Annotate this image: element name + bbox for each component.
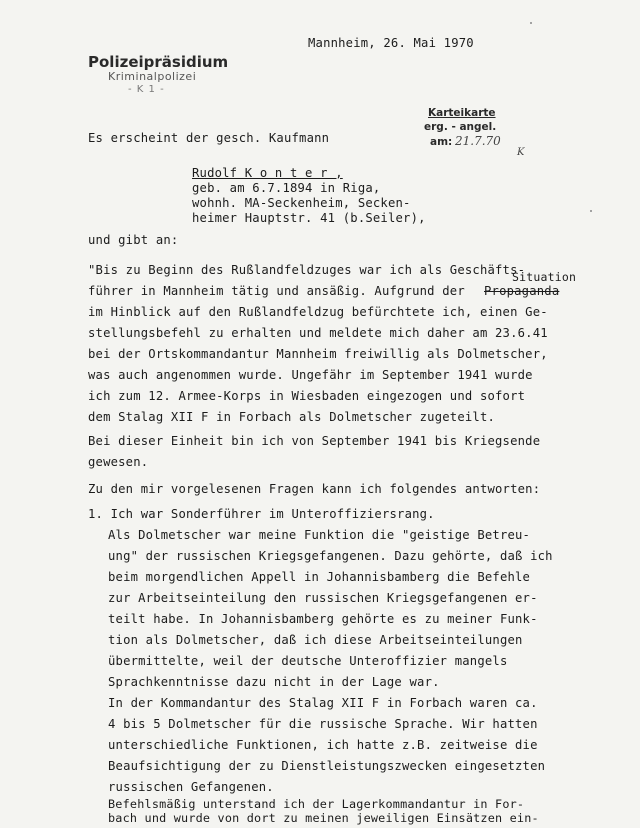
intro-line: Es erscheint der gesch. Kaufmann	[88, 131, 330, 145]
body-line: bach und wurde von dort zu meinen jeweiligen Einsätzen ein-	[108, 811, 539, 825]
body-line: russischen Gefangenen.	[108, 780, 274, 794]
body-line: bei der Ortskommandantur Mannheim freiwillig als Dolmetscher,	[88, 347, 548, 361]
person-name: Rudolf K o n t e r ,	[192, 166, 343, 180]
body-line: zur Arbeitseinteilung den russischen Kriegsgefangenen er-	[108, 591, 538, 605]
statement-lead: und gibt an:	[88, 233, 179, 247]
stamp-line-1: Karteikarte	[428, 107, 496, 119]
body-line: gewesen.	[88, 455, 149, 469]
body-line: "Bis zu Beginn des Rußlandfeldzuges war ich als Geschäfts-	[88, 263, 526, 277]
stamp-handwritten-date: 21.7.70	[455, 134, 501, 148]
body-line: unterschiedliche Funktionen, ich hatte z.B. zeitweise die	[108, 738, 538, 752]
body-line: Sprachkenntnisse dazu nicht in der Lage war.	[108, 675, 440, 689]
body-line: teilt habe. In Johannisbamberg gehörte es zu meiner Funk-	[108, 612, 538, 626]
person-birth: geb. am 6.7.1894 in Riga,	[192, 181, 381, 195]
stamp-line-3: am:	[430, 136, 453, 148]
body-line: 4 bis 5 Dolmetscher für die russische Sprache. Wir hatten	[108, 717, 538, 731]
stamp-initial: K	[517, 147, 525, 158]
body-line: beim morgendlichen Appell in Johannisbamberg die Befehle	[108, 570, 531, 584]
office-name: Polizeipräsidium	[88, 53, 229, 71]
department-name: Kriminalpolizei	[108, 70, 197, 83]
body-line: Beaufsichtigung der zu Dienstleistungszwecken eingesetzten	[108, 759, 546, 773]
body-line: führer in Mannheim tätig und ansäßig. Aufgrund der	[88, 284, 465, 298]
body-line: Bei dieser Einheit bin ich von September 1941 bis Kriegsende	[88, 434, 541, 448]
body-line: In der Kommandantur des Stalag XII F in Forbach waren ca.	[108, 696, 538, 710]
body-line: stellungsbefehl zu erhalten und meldete mich daher am 23.6.41	[88, 326, 548, 340]
body-line: Zu den mir vorgelesenen Fragen kann ich folgendes antworten:	[88, 482, 541, 496]
person-address-2: heimer Hauptstr. 41 (b.Seiler),	[192, 211, 426, 225]
place-date: Mannheim, 26. Mai 1970	[308, 36, 474, 50]
body-line: tion als Dolmetscher, daß ich diese Arbeitseinteilungen	[108, 633, 523, 647]
paper-speck	[530, 22, 532, 24]
person-address-1: wohnh. MA-Seckenheim, Secken-	[192, 196, 411, 210]
body-line: übermittelte, weil der deutsche Unteroffizier mangels	[108, 654, 508, 668]
correction-struck: Propaganda	[484, 284, 560, 298]
body-line: ung" der russischen Kriegsgefangenen. Dazu gehörte, daß ich	[108, 549, 553, 563]
body-line: was auch angenommen wurde. Ungefähr im September 1941 wurde	[88, 368, 533, 382]
stamp-line-2: erg. - angel.	[424, 121, 497, 133]
body-line: dem Stalag XII F in Forbach als Dolmetscher zugeteilt.	[88, 410, 496, 424]
body-line: Befehlsmäßig unterstand ich der Lagerkommandantur in For-	[108, 797, 525, 811]
paper-speck	[590, 210, 592, 212]
body-line: im Hinblick auf den Rußlandfeldzug befürchtete ich, einen Ge-	[88, 305, 548, 319]
body-line: ich zum 12. Armee-Korps in Wiesbaden eingezogen und sofort	[88, 389, 526, 403]
body-line: 1. Ich war Sonderführer im Unteroffiziersrang.	[88, 507, 435, 521]
reference-code: - K 1 -	[128, 84, 165, 95]
correction-insert: Situation	[512, 270, 577, 284]
body-line: Als Dolmetscher war meine Funktion die "geistige Betreu-	[108, 528, 531, 542]
